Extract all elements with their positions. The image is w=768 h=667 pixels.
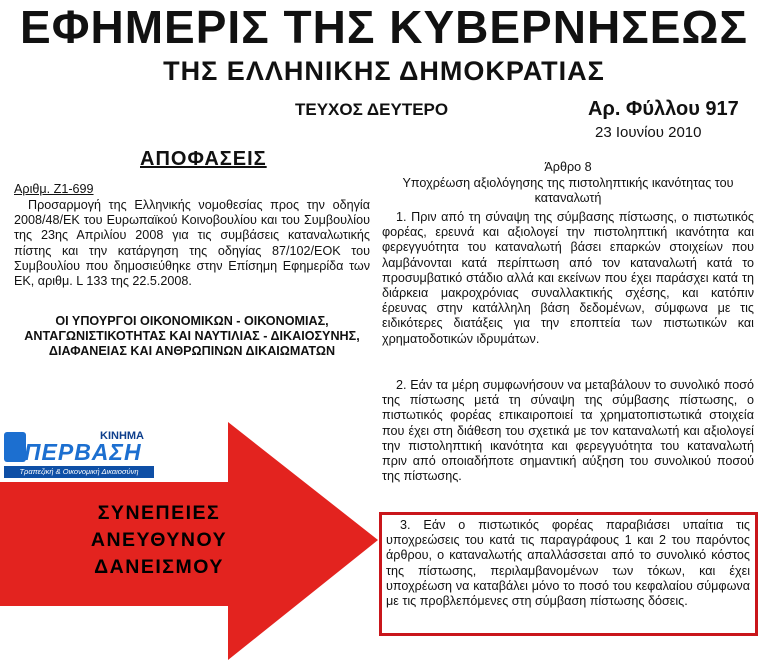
decision-text: Προσαρμογή της Ελληνικής νομοθεσίας προς την οδηγία 2008/48/ΕΚ του Ευρωπαϊκού Κοινοβουλίου και του Συμβουλίου της 23ης Απριλίου 2008 για τις συμβάσεις καταναλωτικής πίστης και την κατάργηση της οδηγίας 87/102/ΕΟΚ του Συμβουλίου που δημοσιεύθηκε στην Επίσημη Εφημερίδα των ΕΚ, αριθμ. L 133 της 22.5.2008. <box>14 198 370 289</box>
masthead-title: ΕΦΗΜΕΡΙΣ ΤΗΣ ΚΥΒΕΡΝΗΣΕΩΣ <box>20 1 748 53</box>
logo-name: ΠΕΡΒΑΣΗ <box>24 439 142 465</box>
arrow-text-line1: ΣΥΝΕΠΕΙΕΣ <box>97 502 221 524</box>
issue-label: ΤΕΥΧΟΣ ΔΕΥΤΕΡΟ <box>295 100 449 119</box>
paragraph-1: 1. Πριν από τη σύναψη της σύμβασης πίστωσης, ο πιστωτικός φορέας, ερευνά και αξιολογεί την πιστοληπτική ικανότητα και φερεγγυότητα του καταναλωτή βάσει επαρκών στοιχείων που λαμβάνονται κατά περίπτωση από τον καταναλωτή κατά το προσυμβατικό στάδιο αλλά και εκείνων που έχει παράσχει κατά τη διάρκεια μακροχρόνιας συναλλακτικής σχέσης, και κατόπιν έρευνας στην κατάλληλη βάση δεδομένων, σύμφωνα με τις ειδικότερες διατάξεις για την εποπτεία των πιστωτικών και χρηματοδοτικών ιδρυμάτων. <box>382 210 754 346</box>
article-number: Άρθρο 8 <box>544 160 592 174</box>
ministers-heading: ΟΙ ΥΠΟΥΡΓΟΙ ΟΙΚΟΝΟΜΙΚΩΝ - ΟΙΚΟΝΟΜΙΑΣ, ΑΝΤΑΓΩΝΙΣΤΙΚΟΤΗΤΑΣ ΚΑΙ ΝΑΥΤΙΛΙΑΣ - ΔΙΚΑΙΟΣΥΝΗΣ, ΔΙΑΦΑΝΕΙΑΣ ΚΑΙ ΑΝΘΡΩΠΙΝΩΝ ΔΙΚΑΙΩΜΑΤΩΝ <box>24 314 360 359</box>
logo-mark-icon <box>4 432 26 462</box>
issue-date: 23 Ιουνίου 2010 <box>595 124 702 141</box>
section-heading: ΑΠΟΦΑΣΕΙΣ <box>140 148 267 170</box>
logo-kinima: ΚΙΝΗΜΑ <box>100 430 144 442</box>
paragraph-2: 2. Εάν τα μέρη συμφωνήσουν να μεταβάλουν το συνολικό ποσό της πίστωσης μετά τη σύναψη της σύμβασης πίστωσης, ο πιστωτικός φορέας επικαιροποιεί τα χρηματοπιστωτικά στοιχεία που έχει στη διάθεση του σχετικά με τον καταναλωτή και αξιολογεί την πιστοληπτική ικανότητα και φερεγγυότητα του καταναλωτή πριν από οποιαδήποτε σημαντική αύξηση του συνολικού ποσού της πίστωσης. <box>382 378 754 484</box>
masthead-subtitle: ΤΗΣ ΕΛΛΗΝΙΚΗΣ ΔΗΜΟΚΡΑΤΙΑΣ <box>163 56 605 86</box>
article-title: Υποχρέωση αξιολόγησης της πιστοληπτικής ικανότητας του καταναλωτή <box>402 176 734 205</box>
arrow-text-line3: ΔΑΝΕΙΣΜΟΥ <box>94 556 224 578</box>
decision-number: Αριθμ. Ζ1-699 <box>14 182 94 196</box>
paragraph-3: 3. Εάν ο πιστωτικός φορέας παραβιάσει υπαίτια τις υποχρεώσεις του κατά τις παραγράφους 1 και 2 του παρόντος άρθρου, ο καταναλωτής απαλλάσσεται από το συνολικό κόστος της πίστωσης, περιλαμβανομένων των τόκων, και έχει υποχρέωση να καταβάλει μόνο το ποσό του κεφαλαίου σύμφωνα με τις προβλεπόμενες στη σύμβαση πίστωσης δόσεις. <box>386 518 750 609</box>
logo-tagline: Τραπεζική & Οικονομική Δικαιοσύνη <box>4 466 154 478</box>
arrow-text-line2: ΑΝΕΥΘΥΝΟΥ <box>90 529 228 551</box>
sheet-number: Αρ. Φύλλου 917 <box>588 98 739 120</box>
